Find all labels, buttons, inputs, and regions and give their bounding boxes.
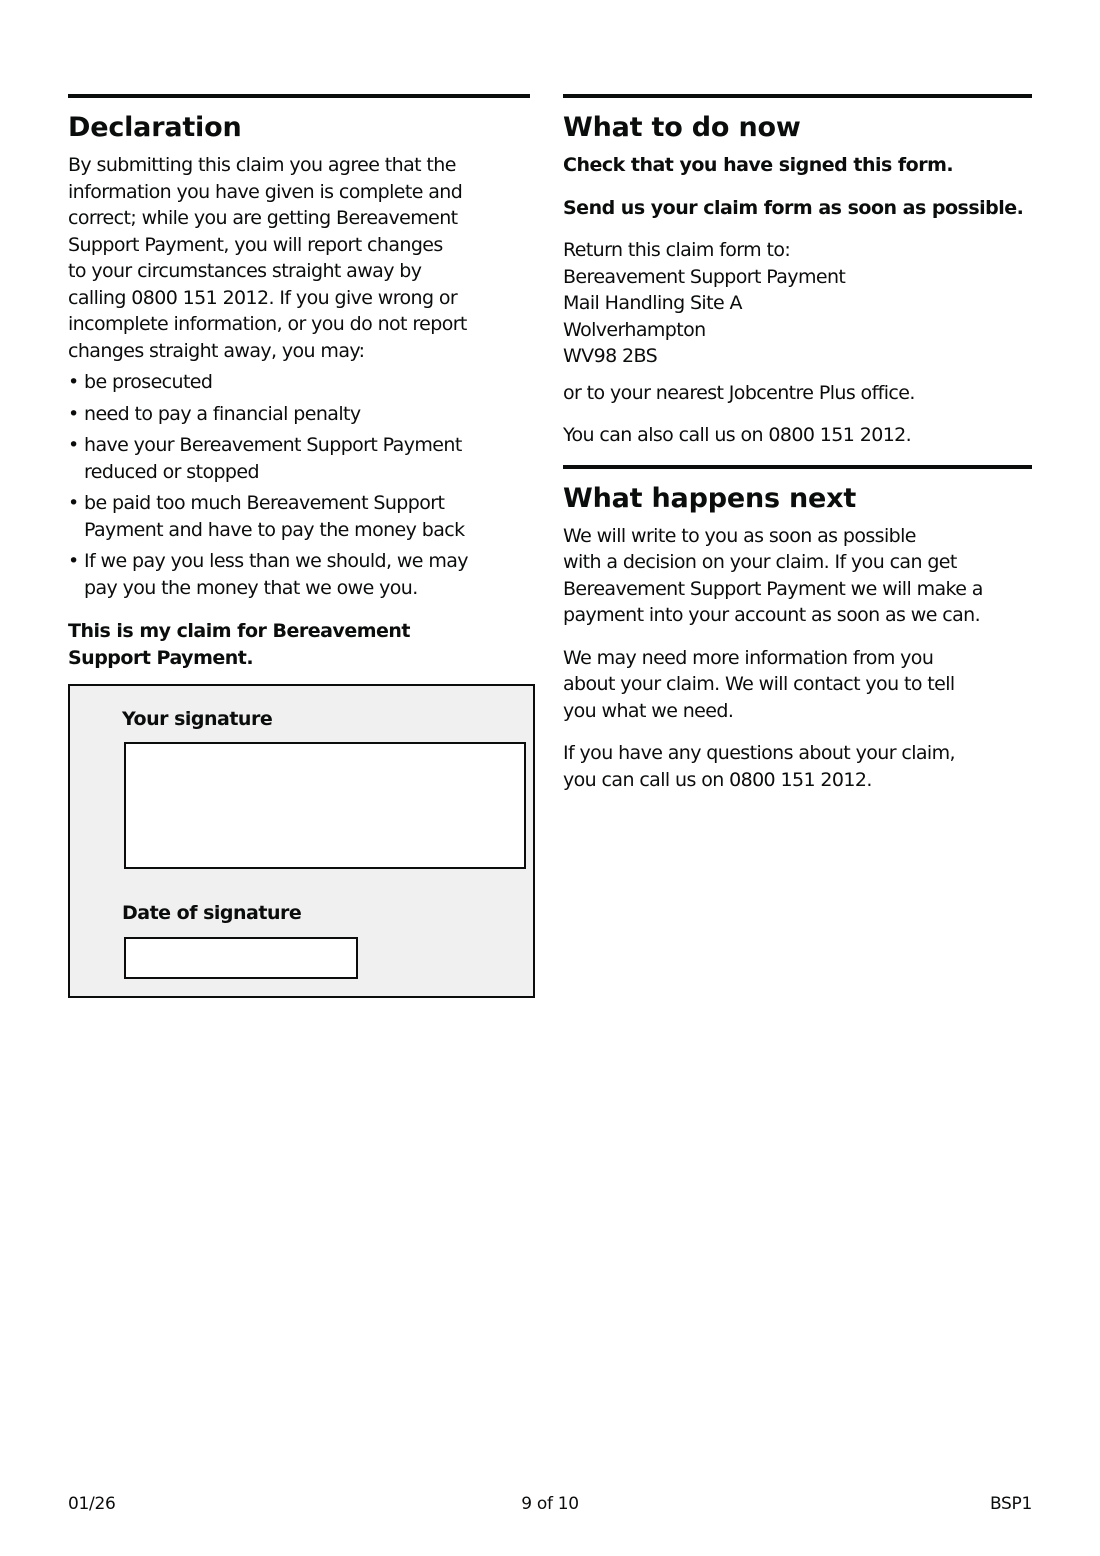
list-item: • If we pay you less than we should, we may pay you the money that we owe you.: [68, 548, 530, 601]
section-divider: [68, 94, 530, 98]
declaration-intro: By submitting this claim you agree that the information you have given is complete and correct; while you are getting Bereavement Support Payment, you will report changes to your circumstances straight away by calling 0800 151 2012. If you give wrong or incomplete information, or you do not report changes straight away, you may:: [68, 154, 467, 362]
declaration-heading: Declaration: [68, 112, 242, 143]
return-address: Return this claim form to: Bereavement Support Payment Mail Handling Site A Wolverhampton WV98 2BS: [563, 239, 846, 367]
signature-panel: [68, 684, 535, 998]
signature-label: Your signature: [122, 708, 273, 730]
claim-statement: This is my claim for Bereavement Support Payment.: [68, 620, 410, 669]
footer-page-number: 9 of 10: [521, 1494, 579, 1514]
instructions-column: [563, 94, 1032, 793]
what-next-section: [563, 465, 1032, 794]
send-asap-instruction: Send us your claim form as soon as possible.: [563, 196, 1024, 219]
declaration-section: [68, 94, 530, 671]
call-us-note: You can also call us on 0800 151 2012.: [563, 424, 912, 446]
list-item: • be paid too much Bereavement Support Payment and have to pay the money back: [68, 490, 530, 543]
what-next-paragraph: We will write to you as soon as possible with a decision on your claim. If you can get Bereavement Support Payment we will make a payment into your account as soon as we can.: [563, 524, 983, 626]
what-next-heading: What happens next: [563, 482, 857, 514]
what-next-paragraph: If you have any questions about your claim, you can call us on 0800 151 2012.: [563, 742, 955, 791]
footer-form-code: BSP1: [989, 1494, 1032, 1514]
list-item: • need to pay a financial penalty: [68, 401, 530, 428]
check-signed-instruction: Check that you have signed this form.: [563, 154, 954, 176]
what-to-do-heading: What to do now: [563, 112, 801, 143]
list-item: • be prosecuted: [68, 369, 530, 396]
list-item: • have your Bereavement Support Payment reduced or stopped: [68, 432, 530, 485]
signature-field[interactable]: [124, 742, 526, 869]
section-divider: [563, 94, 1032, 98]
section-divider: [563, 465, 1032, 469]
jobcentre-note: or to your nearest Jobcentre Plus office.: [563, 381, 915, 404]
consequences-list: [68, 369, 530, 601]
date-of-signature-field[interactable]: [124, 937, 358, 979]
what-to-do-section: [563, 94, 1032, 449]
date-of-signature-label: Date of signature: [122, 902, 302, 924]
footer-date-code: 01/26: [68, 1494, 116, 1514]
what-next-paragraph: We may need more information from you about your claim. We will contact you to tell you what we need.: [563, 646, 955, 722]
